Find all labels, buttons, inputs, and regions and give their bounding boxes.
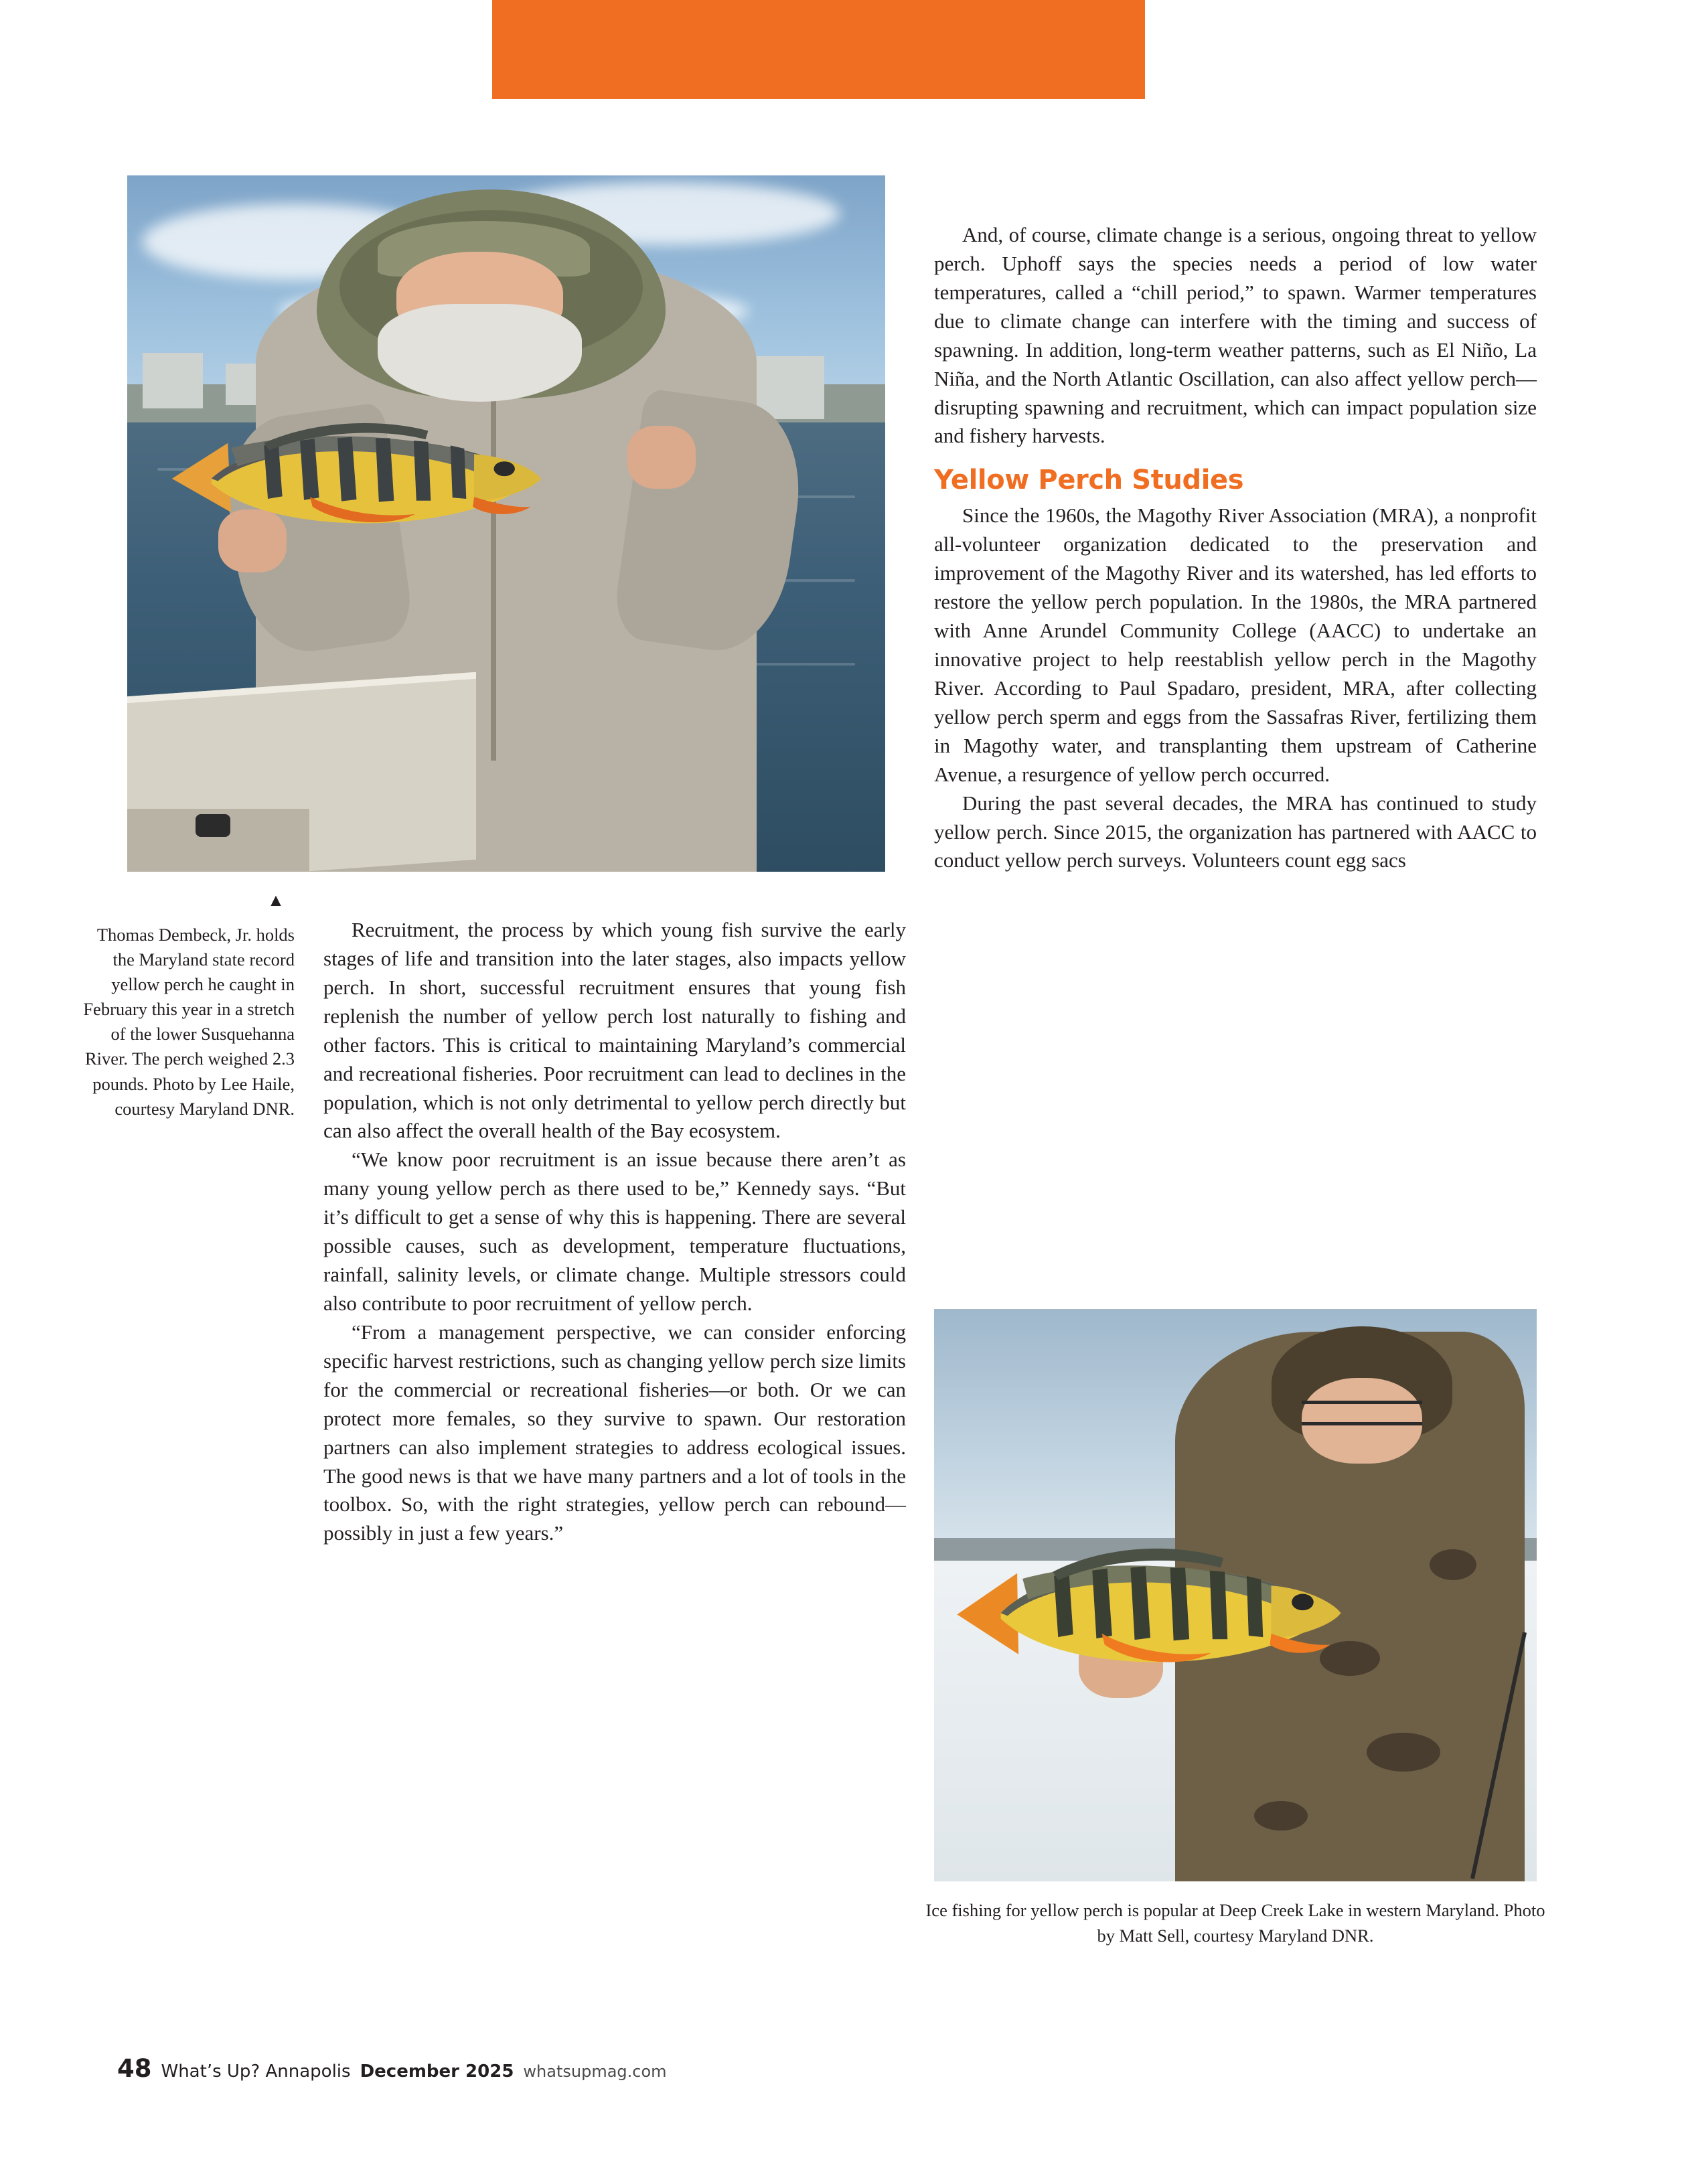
page-number: 48 bbox=[117, 2054, 152, 2083]
left-column-text bbox=[323, 916, 906, 1548]
section-heading: Yellow Perch Studies bbox=[934, 465, 1244, 496]
issue-date: December 2025 bbox=[360, 2061, 514, 2082]
angler-right-hand bbox=[627, 426, 696, 489]
caption-triangle-icon: ▲ bbox=[267, 890, 285, 910]
camo-pattern bbox=[1367, 1733, 1440, 1772]
paragraph: “We know poor recruitment is an issue because there aren’t as many young yellow perch as there used to be,” Kennedy says. “But it’s difficult to get a sense of why this is happening. There are several possible causes, such as development, temperature fluctuations, rainfall, salinity levels, or climate change. Multiple stressors could also contribute to poor recruitment of yellow perch. bbox=[323, 1148, 906, 1315]
paragraph: “From a management perspective, we can consider enforcing specific harvest restrictions, such as changing yellow perch size limits for the commercial or recreational fisheries—or both. Or we can protect more females, so they survive to spawn. Our restoration partners can also implement strategies to address ecological issues. The good news is that we have many partners and a lot of tools in the toolbox. So, with the right strategies, yellow perch can rebound—possibly in just a few years.” bbox=[323, 1320, 906, 1545]
camo-pattern bbox=[1430, 1549, 1476, 1580]
photo-caption-right: Ice fishing for yellow perch is popular at Deep Creek Lake in western Maryland. Photo by Matt Sell, courtesy Maryland DNR. bbox=[925, 1900, 1545, 1946]
paragraph: And, of course, climate change is a serious, ongoing threat to yellow perch. Uphoff says the species needs a period of low water temperatures, called a “chill period,” to spawn. Warmer temperatures due to climate change can interfere with the timing and success of spawning. In addition, long-term weather patterns, such as El Niño, La Niña, and the North Atlantic Oscillation, can also affect yellow perch—disrupting spawning and recruitment, which can impact population size and fishery harvests. bbox=[934, 223, 1537, 448]
photo-record-yellow-perch bbox=[127, 175, 885, 872]
right-column-text bbox=[934, 221, 1537, 875]
paragraph: Recruitment, the process by which young fish survive the early stages of life and transition into the later stages, also impacts yellow perch. In short, successful recruitment ensures that young fish replenish the number of yellow perch lost naturally to fishing and other factors. This is critical to maintaining Maryland’s commercial and recreational fisheries. Poor recruitment can lead to declines in the population, which is not only detrimental to yellow perch directly but can also affect the overall health of the Bay ecosystem. bbox=[323, 918, 906, 1143]
distant-building bbox=[143, 353, 204, 408]
website-url: whatsupmag.com bbox=[523, 2062, 667, 2081]
yellow-perch-fish bbox=[165, 405, 560, 558]
photo-ice-fishing bbox=[934, 1309, 1537, 1881]
eyeglasses bbox=[1302, 1401, 1422, 1425]
photo-caption-left: Thomas Dembeck, Jr. holds the Maryland state record yellow perch he caught in February this year in a stretch of the lower Susquehanna River. The perch weighed 2.3 pounds. Photo by Lee Haile, courtesy Maryland DNR. bbox=[83, 925, 295, 1119]
top-orange-banner bbox=[492, 0, 1145, 99]
page-footer bbox=[117, 2054, 667, 2083]
camo-pattern bbox=[1254, 1801, 1308, 1830]
boat-cleat bbox=[196, 814, 230, 837]
yellow-perch-fish bbox=[946, 1527, 1356, 1699]
paragraph: Since the 1960s, the Magothy River Association (MRA), a nonprofit all-volunteer organization dedicated to the preservation and improvement of the Magothy River and its watershed, has led efforts to restore the yellow perch population. In the 1980s, the MRA partnered with Anne Arundel Community College (AACC) to undertake an innovative project to help reestablish yellow perch in the Magothy River. According to Paul Spadaro, president, MRA, after collecting yellow perch sperm and eggs from the Sassafras River, fertilizing them in Magothy water, and transplanting them upstream of Catherine Avenue, a resurgence of yellow perch occurred. bbox=[934, 503, 1537, 786]
magazine-name: What’s Up? Annapolis bbox=[161, 2061, 351, 2082]
angler-beard bbox=[378, 304, 583, 402]
paragraph: During the past several decades, the MRA has continued to study yellow perch. Since 2015, the organization has partnered with AACC to conduct yellow perch surveys. Volunteers count egg sacs bbox=[934, 791, 1537, 872]
